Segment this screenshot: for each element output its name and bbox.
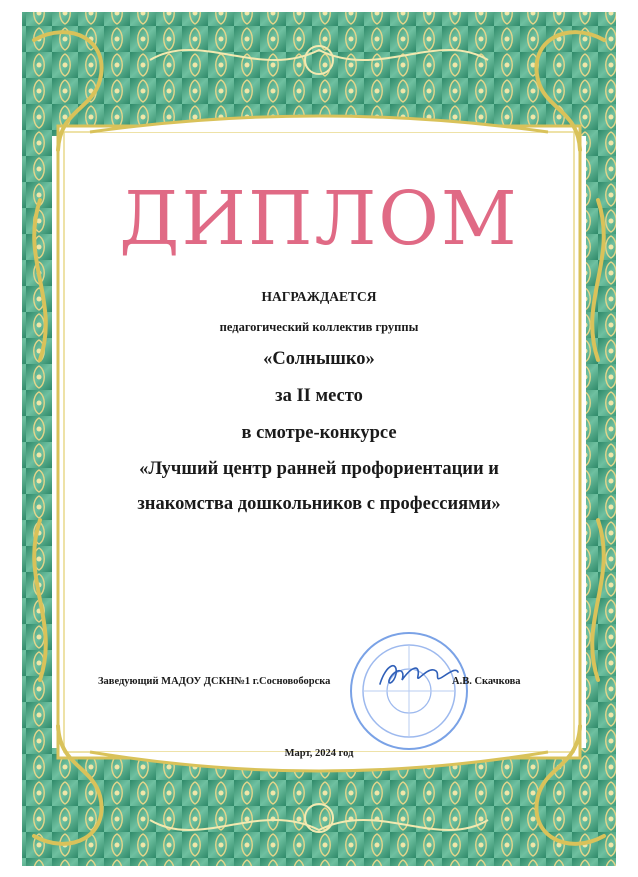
place-line: за II место <box>275 386 363 406</box>
contest-name-line1: «Лучший центр ранней профориентации и <box>139 459 499 479</box>
contest-name-line2: знакомства дошкольников с профессиями» <box>137 494 501 514</box>
diploma-title: ДИПЛОМ <box>119 176 519 262</box>
group-name: «Солнышко» <box>263 349 375 369</box>
signer-position: Заведующий МАДОУ ДСКН№1 г.Сосновоборска <box>98 676 331 687</box>
handwritten-signature <box>372 654 462 694</box>
awarded-heading: НАГРАЖДАЕТСЯ <box>261 289 377 304</box>
signer-name: А.В. Скачкова <box>452 676 521 687</box>
recipient-line: педагогический коллектив группы <box>219 320 419 334</box>
diploma-date: Март, 2024 год <box>284 748 354 759</box>
contest-type: в смотре-конкурсе <box>241 423 397 443</box>
